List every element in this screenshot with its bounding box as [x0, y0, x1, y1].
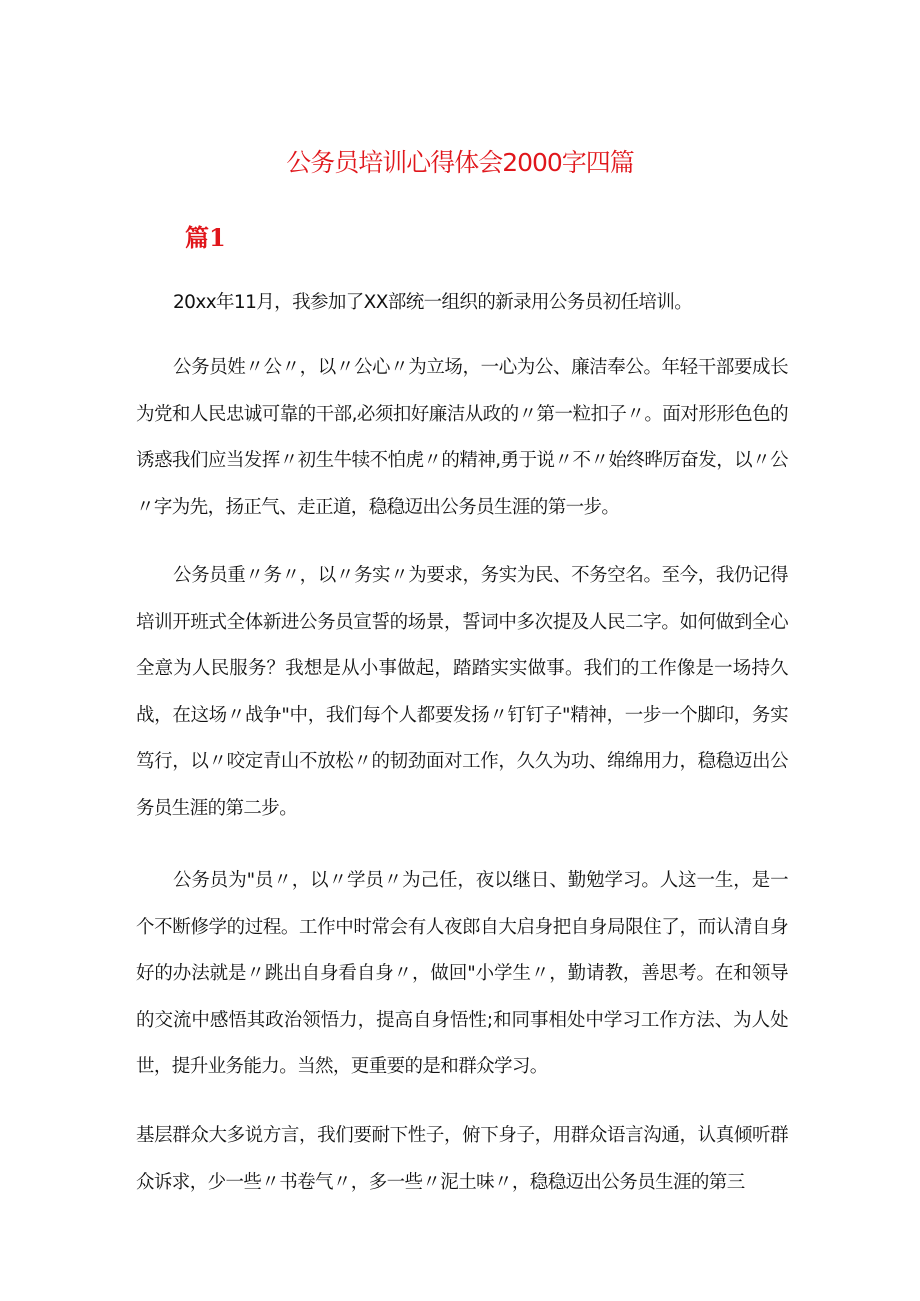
document-title: 公务员培训心得体会2000字四篇	[286, 148, 634, 177]
paragraph-yuan: 公务员为"员〃，以〃学员〃为己任，夜以继日、勤勉学习。人这一生，是一个不断修学的过程。工作中时常会有人夜郎自大启身把自身局限住了，而认清自身好的办法就是〃跳出自身看自身〃，做回"小学生〃，勤请教，善思考。在和领导的交流中感悟其政治领悟力，提高自身悟性;和同事相处中学习工作方法、为人处世，提升业务能力。当然，更重要的是和群众学习。	[136, 870, 788, 1077]
section-heading: 篇1	[185, 223, 226, 252]
paragraph-intro: 20xx年11月，我参加了XX部统一组织的新录用公务员初任培训。	[173, 292, 693, 313]
paragraph-wu: 公务员重〃务〃，以〃务实〃为要求，务实为民、不务空名。至今，我仍记得培训开班式全体新进公务员宣誓的场景，誓词中多次提及人民二字。如何做到全心全意为人民服务？我想是从小事做起，踏踏实实做事。我们的工作像是一场持久战，在这场〃战争"中，我们每个人都要发扬〃钉钉子"精神，一步一个脚印，务实笃行，以〃咬定青山不放松〃的韧劲面对工作，久久为功、绵绵用力，稳稳迈出公务员生涯的第二步。	[136, 565, 788, 819]
paragraph-grassroots: 基层群众大多说方言，我们要耐下性子，俯下身子，用群众语言沟通，认真倾听群众诉求，少一些〃书卷气〃，多一些〃泥土味〃，稳稳迈出公务员生涯的第三	[136, 1125, 788, 1193]
paragraph-gong: 公务员姓〃公〃，以〃公心〃为立场，一心为公、廉洁奉公。年轻干部要成长为党和人民忠诚可靠的干部,必须扣好廉洁从政的〃第一粒扣子〃。面对形形色色的诱惑我们应当发挥〃初生牛犊不怕虎〃的精神,勇于说〃不〃始终晔厉奋发，以〃公〃字为先，扬正气、走正道，稳稳迈出公务员生涯的第一步。	[136, 357, 788, 518]
